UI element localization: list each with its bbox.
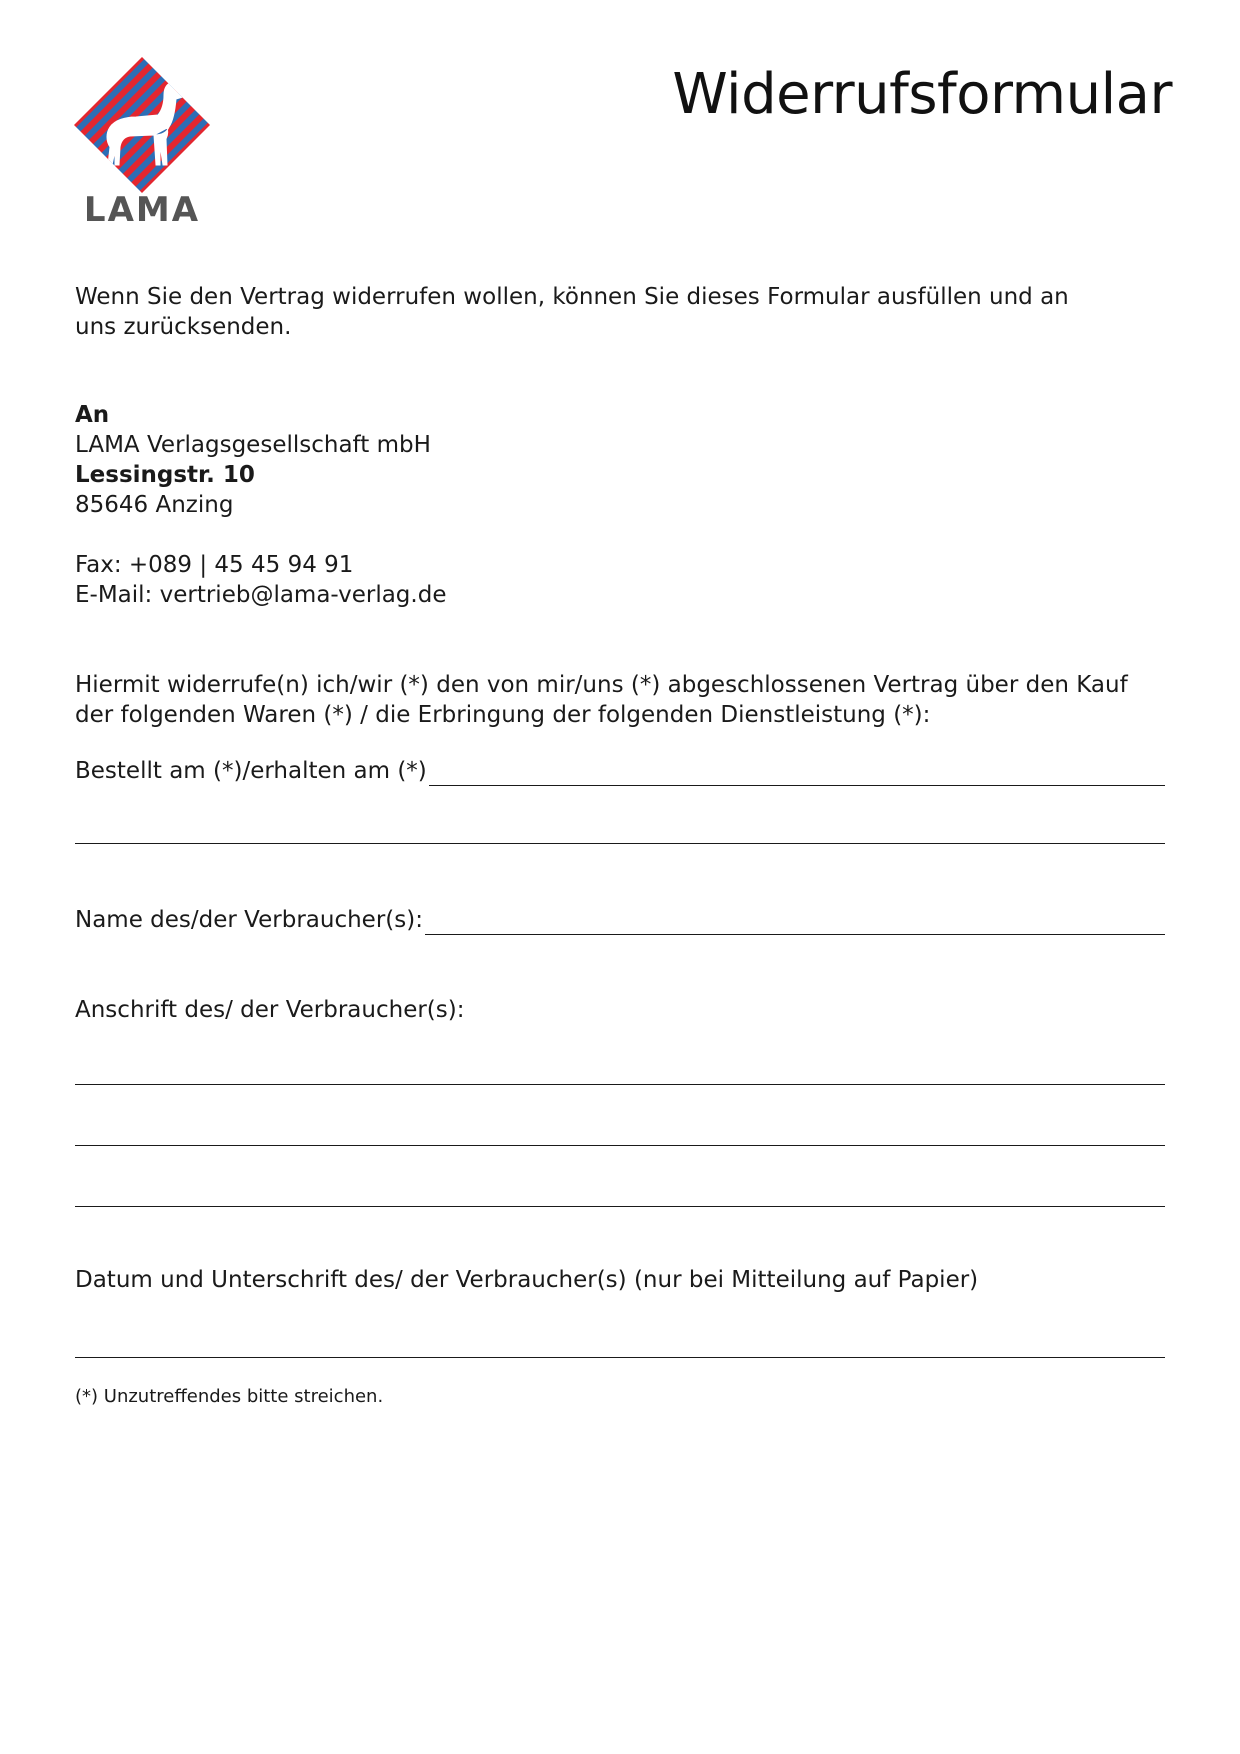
consumer-name-input-line[interactable] [425, 910, 1165, 935]
consumer-name-field [75, 905, 1165, 935]
goods-blank-line[interactable] [75, 843, 1165, 844]
consumer-address-field [75, 995, 1165, 1025]
withdrawal-statement: Hiermit widerrufe(n) ich/wir (*) den von mir/uns (*) abgeschlossenen Vertrag über den Kauf der folgenden Waren (*) / die Erbringung der folgenden Dienstleistung (*): [75, 672, 1128, 728]
contact-email: E-Mail: vertrieb@lama-verlag.de [75, 582, 447, 608]
consumer-address-line-3[interactable] [75, 1206, 1165, 1207]
consumer-address-line-1[interactable] [75, 1084, 1165, 1085]
contact-info [75, 550, 446, 610]
consumer-name-label: Name des/der Verbraucher(s): [75, 907, 423, 933]
signature-field [75, 1265, 1165, 1295]
intro-text: Wenn Sie den Vertrag widerrufen wollen, können Sie dieses Formular ausfüllen und an uns zurücksenden. [75, 284, 1069, 340]
ordered-received-field [75, 756, 1165, 786]
signature-line[interactable] [75, 1357, 1165, 1358]
consumer-address-line-2[interactable] [75, 1145, 1165, 1146]
llama-diamond-logo-icon [72, 55, 212, 195]
recipient-address [75, 400, 431, 520]
page-title: Widerrufsformular [672, 62, 1172, 127]
consumer-address-label: Anschrift des/ der Verbraucher(s): [75, 997, 465, 1023]
ordered-received-label: Bestellt am (*)/erhalten am (*) [75, 758, 427, 784]
footnote: (*) Unzutreffendes bitte streichen. [75, 1386, 384, 1407]
signature-label: Datum und Unterschrift des/ der Verbraucher(s) (nur bei Mitteilung auf Papier) [75, 1267, 979, 1293]
address-company: LAMA Verlagsgesellschaft mbH [75, 432, 431, 458]
address-city: 85646 Anzing [75, 492, 234, 518]
logo-wordmark: LAMA [83, 190, 201, 230]
address-label: An [75, 402, 110, 428]
lama-logo [72, 55, 212, 230]
address-street: Lessingstr. 10 [75, 462, 255, 488]
ordered-received-input-line[interactable] [429, 761, 1165, 786]
contact-fax: Fax: +089 | 45 45 94 91 [75, 552, 354, 578]
